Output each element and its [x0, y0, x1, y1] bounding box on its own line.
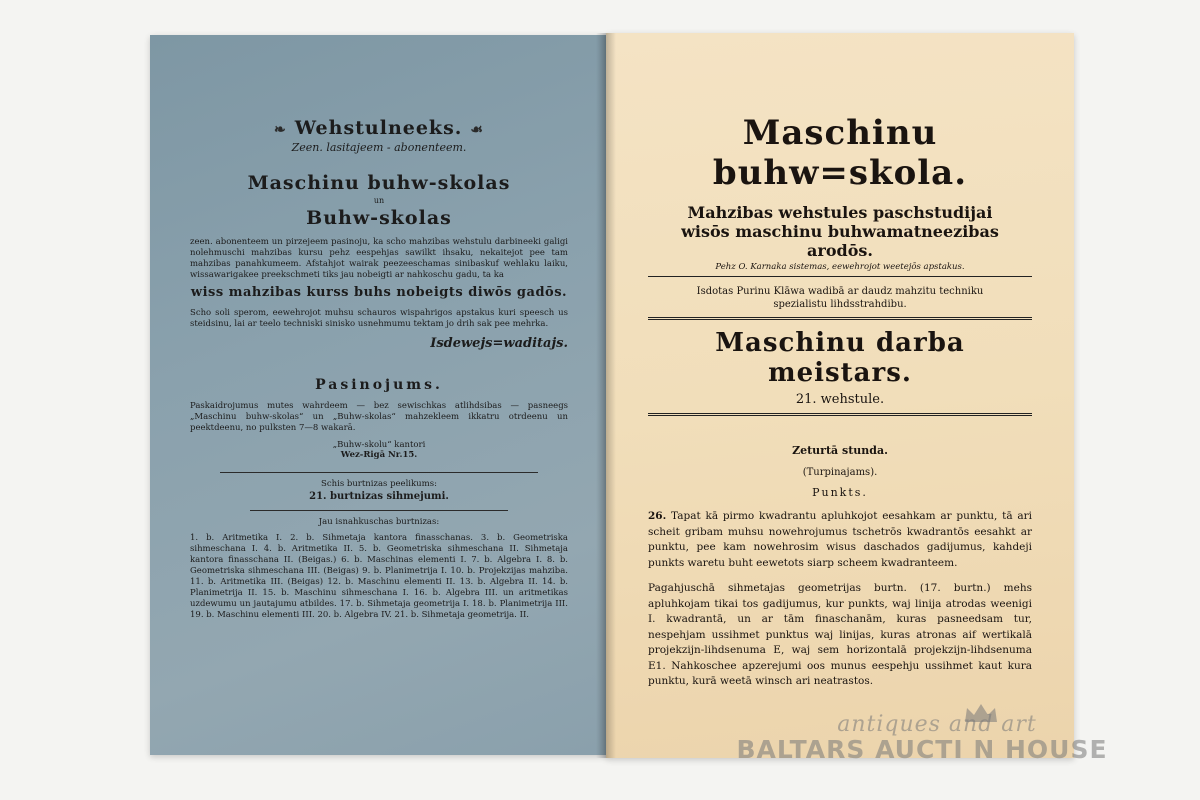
- left-header-text: Wehstulneeks.: [294, 117, 463, 139]
- right-paragraph-2: Pagahjuschā sihmetajas geometrijas burtn. (17. burtn.) mehs apluhkojam tikai tos gadijumus, kur punkts, waj linija atrodas weenigi I. kwadrantā, un ar tām finaschanām, kuras pasneedsam tur, nespehjam ussihmet punktus waj linijas, kuras atronas aif wertikalā projekzijn-lihdsenuma E, waj sem horizontalā projekzijn-lihdsenuma E1. Nahkoschee apzerejumi oos munus eespehju ussihmet kaut kura punktu, kurā weetā winsch ari neatrastos.: [648, 582, 1032, 687]
- left-attached-title: 21. burtnizas sihmejumi.: [309, 491, 449, 502]
- right-continuation: (Turpinajams).: [802, 467, 878, 478]
- left-bold-statement: wiss mahzibas kurss buhs nobeigts diwōs gadōs.: [190, 285, 568, 300]
- ornament-left-icon: ❧: [274, 122, 287, 138]
- watermark-line2: BALTARS AUCTI N HOUSE: [736, 735, 1108, 764]
- right-paragraph-1-number: 26.: [648, 510, 667, 522]
- right-publisher-line1: Isdotas Purinu Klāwa wadibā ar daudz mahzitu techniku: [696, 286, 984, 297]
- right-rule-2: [648, 317, 1032, 320]
- right-page: [606, 33, 1074, 758]
- left-signature: Isdewejs=waditajs.: [430, 336, 568, 351]
- left-closing-text: Scho soli sperom, eewehrojot muhsu schauros wispahrigos apstakus kuri speesch us steidsinu, lai ar teelo techniski sinisko usnehmumu tektam jo drih sak pee mehrka.: [190, 308, 568, 329]
- left-intro-text: zeen. abonenteem un pirzejeem pasinoju, ka scho mahzibas wehstulu darbineeki galigi nolehmuschi mahzibas kursu pehz eespehjas sawilkt ihsaku, nekaitejot pee tam mahzibas panahkumeem. Afstahjot wairak peezeeschamas sinibaskuf wehlaku laiku, wissawarigakee preekschmeti tiks jau nobeigti ar nahkoschu gadu, ta ka: [190, 237, 568, 280]
- left-title-un: un: [373, 196, 385, 205]
- left-published-intro: Jau isnahkuschas burtnizas:: [318, 517, 440, 527]
- watermark: [722, 712, 1122, 764]
- right-subtitle-line2: wisōs maschinu buhwamatneezibas arodōs.: [681, 222, 999, 260]
- left-published-list: 1. b. Aritmetika I. 2. b. Sihmetaja kantora finasschanas. 3. b. Geometriska sihmeschana I. 4. b. Aritmetika II. 5. b. Geometriska sihmeschana II. Sihmetaja kantora finasschana II. (Beigas.) 6. b. Maschinas elementi I. 7. b. Algebra I. 8. b. Geometriska sihmeschana III. (Beigas) 9. b. Planimetrija I. 10. b. Projekzijas mahziba. 11. b. Aritmetika III. (Beigas) 12. b. Maschinu elementi II. 13. b. Algebra II. 14. b. Planimetrija II. 15. b. Maschinu sihmeschana I. 16. b. Algebra III. un aritmetikas uzdewumu un jautajumu atbildes. 17. b. Sihmetaja geometrija I. 18. b. Planimetrija III. 19. b. Maschinu elementi III. 20. b. Algebra IV. 21. b. Sihmetaja geometrija. II.: [190, 533, 568, 620]
- left-divider-1: [220, 472, 538, 473]
- left-header: [190, 117, 568, 139]
- ornament-right-icon: ☙: [470, 122, 484, 138]
- left-office-label: „Buhw-skolu“ kantori: [332, 440, 426, 450]
- right-subtitle-line1: Mahzibas wehstules paschstudijai: [687, 203, 993, 222]
- right-publisher-line2: spezialistu lihdsstrahdibu.: [773, 299, 907, 310]
- right-credit: Pehz O. Karnaka sistemas, eewehrojot weetejōs apstakus.: [715, 262, 965, 272]
- book-gutter: [596, 33, 616, 758]
- left-title-line2: Buhw-skolas: [306, 207, 452, 229]
- left-page: [150, 35, 608, 755]
- left-office-address: Wez-Rigā Nr.15.: [340, 450, 418, 460]
- left-notice-heading: Pasinojums.: [315, 377, 443, 393]
- right-punkts-heading: Punkts.: [812, 486, 868, 499]
- watermark-line1: antiques and art: [837, 712, 1037, 737]
- right-rule-3: [648, 413, 1032, 416]
- right-paragraph-1: [648, 509, 1032, 571]
- left-attached-intro: Schis burtnizas peelikums:: [321, 479, 437, 489]
- right-rule-1: [648, 276, 1032, 277]
- left-title-line1: Maschinu buhw-skolas: [247, 172, 511, 194]
- right-lesson-number: 21. wehstule.: [795, 392, 885, 407]
- right-section-title: Maschinu darba meistars.: [715, 328, 965, 388]
- right-hour-heading: Zeturtā stunda.: [792, 444, 888, 457]
- left-divider-2: [250, 510, 508, 511]
- left-header-sub: Zeen. lasitajeem - abonenteem.: [291, 141, 467, 154]
- right-title: Maschinu buhw=skola.: [712, 113, 968, 193]
- right-paragraph-1-text: Tapat kā pirmo kwadrantu apluhkojot eesahkam ar punktu, tā ari scheit gribam muhsu nowehrojumus tschetrōs kwadrantōs eesahkt ar punktu, pee kam nowehrosim wisus daschados gadijumus, kahdeji punkts waretu buht eewetots siarp scheem kwadranteem.: [648, 510, 1032, 569]
- left-notice-text: Paskaidrojumus mutes wahrdeem — bez sewischkas atlihdsibas — pasneegs „Maschinu buhw-skolas“ un „Buhw-skolas“ mahzekleem ikkatru otrdeenu un peektdeenu, no pulksten 7—8 wakarā.: [190, 401, 568, 433]
